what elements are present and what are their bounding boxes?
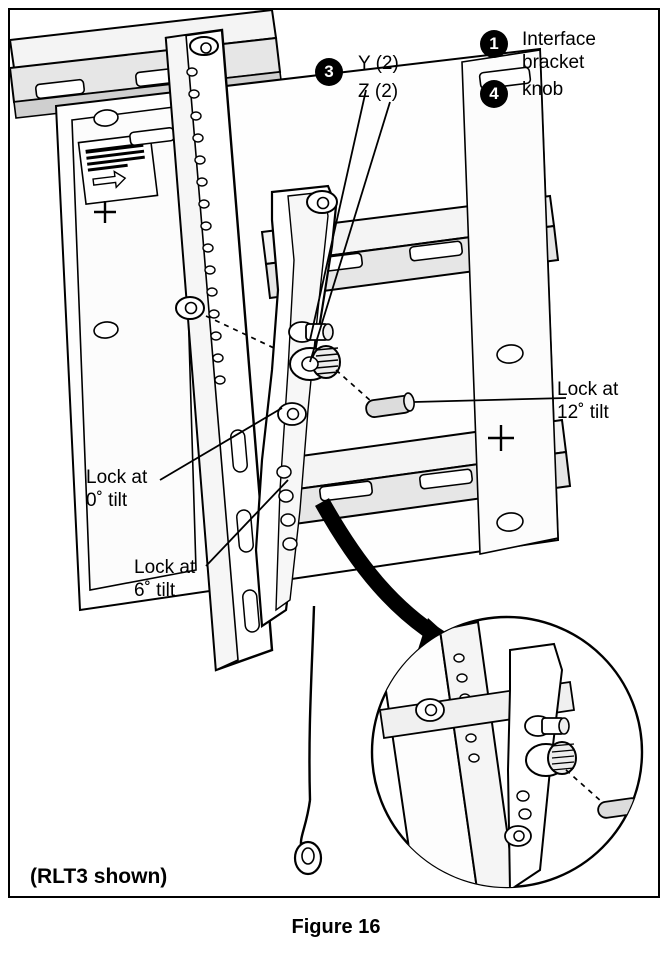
callout-badge-4: 4 [480, 80, 508, 108]
security-cable [295, 606, 321, 874]
callout-badge-3: 3 [315, 58, 343, 86]
annotation-lock-6-line-1: Lock at [134, 557, 196, 578]
figure-border [8, 8, 660, 898]
callout-1-line-1: Interface [522, 29, 596, 50]
annotation-lock-0-line-2: 0˚ tilt [86, 490, 128, 511]
tilt-mount-illustration [10, 10, 658, 896]
figure-caption: Figure 16 [291, 916, 381, 938]
detail-circle [372, 617, 645, 896]
callout-badge-1: 1 [480, 30, 508, 58]
annotation-lock-12-line-1: Lock at [557, 379, 619, 400]
annotation-lock-0-line-1: Lock at [86, 467, 148, 488]
callout-4-line-1: knob [522, 79, 564, 100]
tilt-lock-knob [290, 346, 340, 380]
callout-3-line-2: Z (2) [358, 81, 399, 102]
callout-1-line-2: bracket [522, 52, 585, 73]
model-shown-note: (RLT3 shown) [30, 865, 168, 888]
annotation-lock-12-line-2: 12˚ tilt [557, 402, 609, 423]
annotation-lock-6-line-2: 6˚ tilt [134, 580, 176, 601]
callout-3-line-1: Y (2) [358, 53, 399, 74]
bolt-hardware-z [278, 403, 306, 425]
